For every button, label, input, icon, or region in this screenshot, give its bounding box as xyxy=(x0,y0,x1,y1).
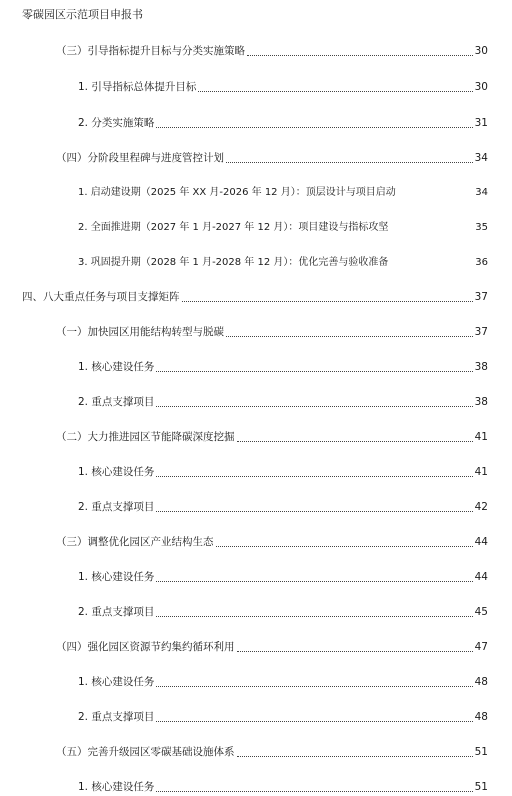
toc-entry-title: 2. 重点支撑项目 xyxy=(78,501,155,513)
toc-page-number: 48 xyxy=(474,711,488,723)
toc-entry-title: （三）调整优化园区产业结构生态 xyxy=(56,536,214,548)
toc-entry[interactable] xyxy=(78,80,488,94)
toc-entry[interactable] xyxy=(56,44,488,58)
toc-page-number: 45 xyxy=(474,606,488,618)
toc-leader-dots xyxy=(156,607,472,617)
toc-entry-title: （三）引导指标提升目标与分类实施策略 xyxy=(56,45,245,57)
toc-leader-dots xyxy=(237,642,473,652)
toc-entry[interactable] xyxy=(56,430,488,444)
toc-entry-title: 2. 分类实施策略 xyxy=(78,117,155,129)
toc-entry-title: 1. 核心建设任务 xyxy=(78,466,155,478)
toc-leader-dots xyxy=(156,118,472,128)
toc-entry-title: 1. 引导指标总体提升目标 xyxy=(78,81,197,93)
toc-leader-dots xyxy=(198,82,472,92)
toc-entry-title: 四、八大重点任务与项目支撑矩阵 xyxy=(22,291,180,303)
toc-entry[interactable] xyxy=(78,395,488,409)
toc-entry-title: 2. 重点支撑项目 xyxy=(78,396,155,408)
toc-entry-title: 1. 核心建设任务 xyxy=(78,676,155,688)
toc-page-number: 42 xyxy=(474,501,488,513)
toc-leader-dots xyxy=(156,502,472,512)
toc-entry-title: 2. 重点支撑项目 xyxy=(78,711,155,723)
toc-leader-dots xyxy=(247,46,473,56)
toc-page-number: 41 xyxy=(474,466,488,478)
toc-page-number: 38 xyxy=(474,396,488,408)
toc-leader-dots xyxy=(156,397,472,407)
toc-page-number: 48 xyxy=(474,676,488,688)
toc-entry-title: 1. 启动建设期（2025 年 XX 月-2026 年 12 月）：顶层设计与项目启动 xyxy=(78,187,396,198)
toc-page-number: 35 xyxy=(475,222,488,233)
toc-entry-title: （一）加快园区用能结构转型与脱碳 xyxy=(56,326,224,338)
toc-entry-title: 1. 核心建设任务 xyxy=(78,781,155,793)
toc-leader-dots xyxy=(156,782,472,792)
toc-entry-title: 2. 重点支撑项目 xyxy=(78,606,155,618)
toc-page-number: 30 xyxy=(474,81,488,93)
toc-entry-title: （四）分阶段里程碑与进度管控计划 xyxy=(56,152,224,164)
toc-page-number: 41 xyxy=(474,431,488,443)
toc-entry-title: 1. 核心建设任务 xyxy=(78,361,155,373)
toc-entry[interactable] xyxy=(56,640,488,654)
toc-entry[interactable] xyxy=(22,290,488,304)
toc-entry-title: 2. 全面推进期（2027 年 1 月-2027 年 12 月）：项目建设与指标攻坚 xyxy=(78,222,389,233)
toc-entry-title: （二）大力推进园区节能降碳深度挖掘 xyxy=(56,431,235,443)
toc-entry[interactable] xyxy=(56,151,488,165)
toc-page-number: 37 xyxy=(474,326,488,338)
toc-entry[interactable] xyxy=(78,116,488,130)
toc-entry[interactable] xyxy=(78,570,488,584)
toc-entry[interactable] xyxy=(78,780,488,794)
toc-page-number: 38 xyxy=(474,361,488,373)
toc-entry-title: 1. 核心建设任务 xyxy=(78,571,155,583)
toc-leader-dots xyxy=(237,747,473,757)
toc-leader-dots xyxy=(182,292,473,302)
toc-page-number: 34 xyxy=(474,152,488,164)
toc-entry[interactable] xyxy=(78,675,488,689)
toc-leader-dots xyxy=(226,327,473,337)
toc-entry-title: （五）完善升级园区零碳基础设施体系 xyxy=(56,746,235,758)
toc-leader-dots xyxy=(156,677,472,687)
toc-page-number: 51 xyxy=(474,781,488,793)
toc-entry[interactable] xyxy=(78,360,488,374)
toc-entry[interactable] xyxy=(78,465,488,479)
toc-leader-dots xyxy=(226,153,473,163)
toc-leader-dots xyxy=(156,572,472,582)
toc-page-number: 47 xyxy=(474,641,488,653)
toc-page-number: 44 xyxy=(474,536,488,548)
toc-entry[interactable] xyxy=(56,325,488,339)
toc-leader-dots xyxy=(156,362,472,372)
toc-entry[interactable] xyxy=(56,535,488,549)
toc-entry[interactable] xyxy=(78,710,488,724)
toc-page-number: 37 xyxy=(474,291,488,303)
toc-entry[interactable] xyxy=(78,186,488,200)
toc-page-number: 36 xyxy=(475,257,488,268)
toc-entry[interactable] xyxy=(78,256,488,270)
document-header: 零碳园区示范项目申报书 xyxy=(22,8,143,21)
toc-entry[interactable] xyxy=(78,221,488,235)
toc-entry-title: 3. 巩固提升期（2028 年 1 月-2028 年 12 月）：优化完善与验收准备 xyxy=(78,257,389,268)
toc-leader-dots xyxy=(156,712,472,722)
toc-leader-dots xyxy=(216,537,473,547)
toc-leader-dots xyxy=(237,432,473,442)
toc-entry[interactable] xyxy=(78,500,488,514)
toc-entry[interactable] xyxy=(56,745,488,759)
toc-entry-title: （四）强化园区资源节约集约循环利用 xyxy=(56,641,235,653)
toc-page-number: 34 xyxy=(475,187,488,198)
toc-page-number: 31 xyxy=(474,117,488,129)
toc-entry[interactable] xyxy=(78,605,488,619)
toc-page-number: 44 xyxy=(474,571,488,583)
toc-page-number: 30 xyxy=(474,45,488,57)
toc-page-number: 51 xyxy=(474,746,488,758)
toc-leader-dots xyxy=(156,467,472,477)
